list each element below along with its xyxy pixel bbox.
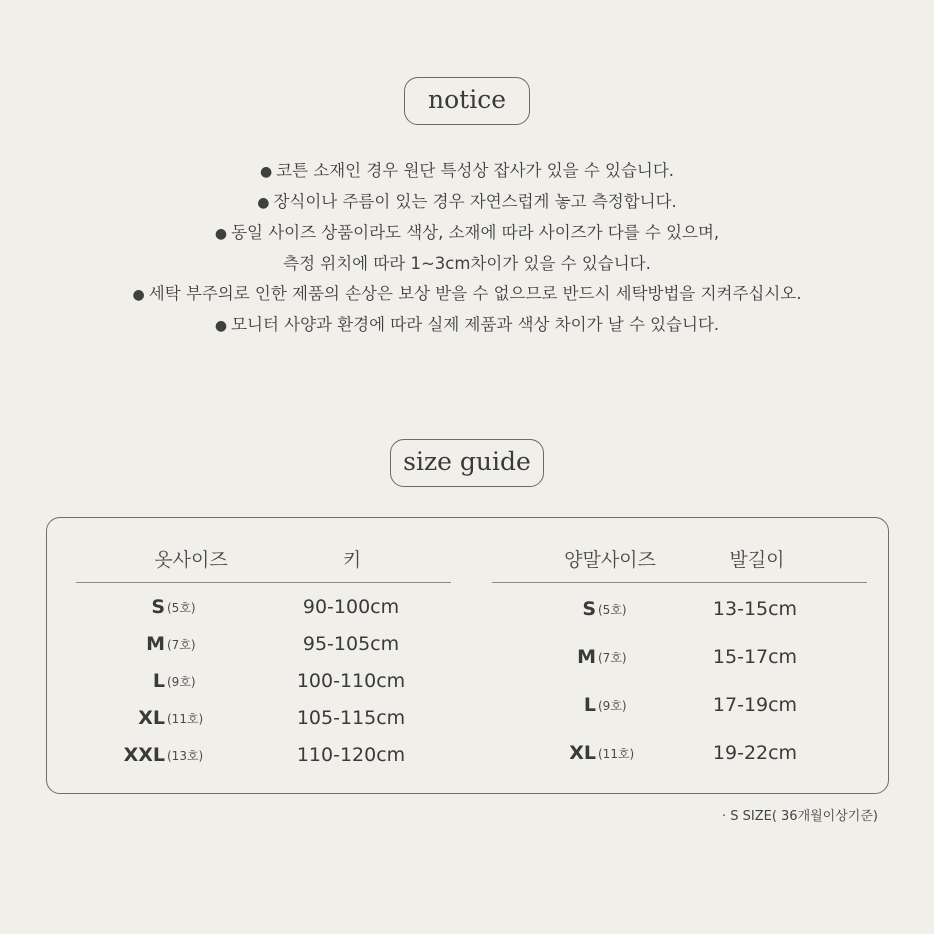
- height-header: 키: [342, 549, 362, 571]
- socks-size-label: XL: [569, 742, 596, 764]
- notice-line: [0, 156, 934, 187]
- notice-text: 측정 위치에 따라 1~3cm차이가 있을 수 있습니다.: [283, 254, 651, 273]
- notice-text: 모니터 사양과 환경에 따라 실제 제품과 색상 차이가 날 수 있습니다.: [231, 315, 720, 334]
- bullet-icon: ●: [132, 287, 145, 303]
- socks-size-label: S: [582, 598, 596, 620]
- foot-length-header: 발길이: [729, 549, 785, 571]
- socks-size-header: 양말사이즈: [564, 549, 656, 571]
- socks-header-rule: [492, 582, 867, 583]
- socks-size-label: M: [577, 646, 596, 668]
- socks-size-number: (11호): [598, 747, 635, 761]
- socks-size-value: 17-19cm: [712, 694, 798, 716]
- clothes-size-value: 105-115cm: [296, 707, 406, 729]
- clothes-size-value: 100-110cm: [296, 670, 406, 692]
- bullet-icon: ●: [214, 226, 228, 242]
- bullet-icon: ●: [259, 164, 273, 180]
- clothes-size-number: (9호): [167, 675, 196, 689]
- notice-text: 동일 사이즈 상품이라도 색상, 소재에 따라 사이즈가 다를 수 있으며,: [231, 223, 720, 242]
- socks-size-value: 15-17cm: [712, 646, 798, 668]
- socks-size-value: 13-15cm: [712, 598, 798, 620]
- clothes-size-number: (7호): [167, 638, 196, 652]
- clothes-size-number: (13호): [167, 749, 204, 763]
- notice-text: 세탁 부주의로 인한 제품의 손상은 보상 받을 수 없으므로 반드시 세탁방법을 지켜주십시오.: [148, 284, 802, 303]
- notice-line: [0, 279, 934, 310]
- notice-title: notice: [404, 77, 530, 125]
- clothes-size-value: 110-120cm: [296, 744, 406, 766]
- notice-text: 코튼 소재인 경우 원단 특성상 잡사가 있을 수 있습니다.: [276, 161, 675, 180]
- clothes-size-number: (11호): [167, 712, 204, 726]
- size-footnote: · S SIZE( 36개월이상기준): [721, 809, 878, 824]
- clothes-size-header: 옷사이즈: [154, 549, 228, 571]
- clothes-size-label: L: [152, 670, 165, 692]
- clothes-header-rule: [76, 582, 451, 583]
- notice-line: [0, 249, 934, 279]
- size-table-box: [46, 517, 889, 794]
- socks-size-number: (7호): [598, 651, 627, 665]
- bullet-icon: ●: [214, 318, 228, 334]
- clothes-size-label: XL: [138, 707, 165, 729]
- socks-size-number: (5호): [598, 603, 627, 617]
- clothes-size-number: (5호): [167, 601, 196, 615]
- clothes-size-label: S: [151, 596, 165, 618]
- notice-line: [0, 218, 934, 249]
- bullet-icon: ●: [257, 195, 270, 211]
- socks-size-number: (9호): [598, 699, 627, 713]
- notice-line: [0, 187, 934, 218]
- clothes-size-value: 95-105cm: [302, 633, 400, 655]
- clothes-size-label: M: [146, 633, 165, 655]
- notice-line: [0, 310, 934, 341]
- socks-size-label: L: [583, 694, 596, 716]
- size-guide-title: size guide: [390, 439, 544, 487]
- notice-text: 장식이나 주름이 있는 경우 자연스럽게 놓고 측정합니다.: [273, 192, 677, 211]
- socks-size-value: 19-22cm: [712, 742, 798, 764]
- notice-list: [0, 156, 934, 341]
- clothes-size-value: 90-100cm: [302, 596, 400, 618]
- clothes-size-label: XXL: [123, 744, 165, 766]
